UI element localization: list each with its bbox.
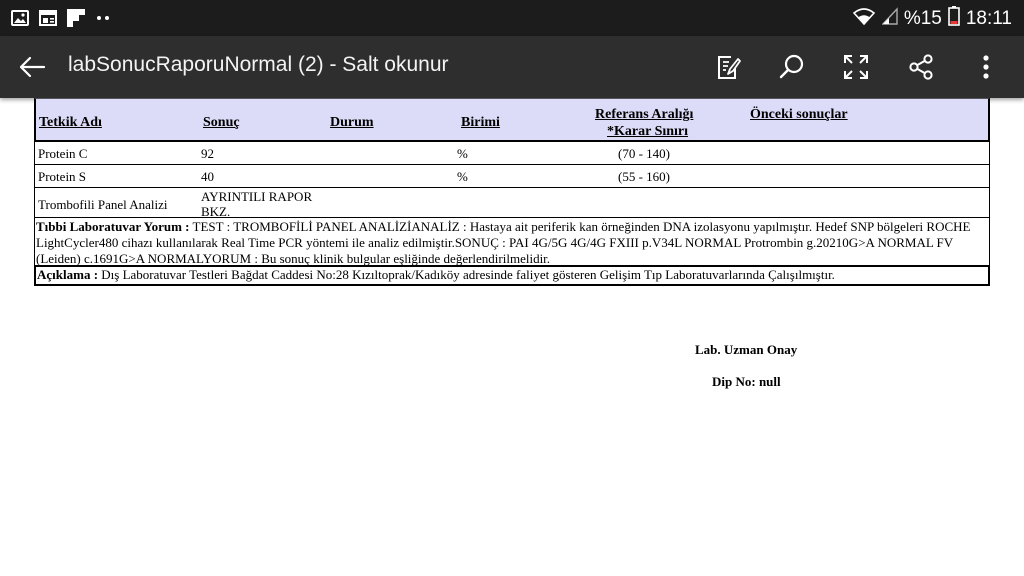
search-icon xyxy=(778,53,806,81)
header-referans: Referans Aralığı xyxy=(595,107,694,122)
lab-comment-text: TEST : TROMBOFİLİ PANEL ANALİZİANALİZ : Hastaya ait periferik kan örneğinden DNA izolasyonu yapılmıştır. Hedef SNP bölgeleri ROCHE LightCycler480 cihazı kullanılarak Real Time PCR yöntemi ile analiz edilmiştir.SONUÇ : PAI 4G/5G 4G/4G FXIII p.V34L NORMAL Protrombin g.20210G>A NORMAL FV (Leiden) c.1691G>A NORMALYORUM : Bu sonuç klinik bulgular eşliğinde değerlendirilmelidir. xyxy=(36,219,971,266)
table-row xyxy=(34,188,990,218)
explanation-text: Dış Laboratuvar Testleri Bağdat Caddesi No:28 Kızıltoprak/Kadıköy adresinde faliyet gösteren Gelişim Tıp Laboratuvarlarında Çalışılmıştır. xyxy=(101,267,835,282)
battery-percent: %15 xyxy=(903,8,942,29)
back-button[interactable] xyxy=(14,49,50,85)
cell-birimi: % xyxy=(457,146,468,161)
lab-comment xyxy=(34,218,990,266)
edit-button[interactable] xyxy=(710,49,746,85)
fullscreen-button[interactable] xyxy=(838,49,874,85)
table-header xyxy=(34,98,990,142)
cell-sonuc-line2: BKZ. xyxy=(201,204,231,219)
fullscreen-icon xyxy=(842,53,870,81)
cell-sonuc: 92 xyxy=(201,146,214,161)
flipboard-icon xyxy=(66,8,86,28)
news-icon xyxy=(38,8,58,28)
notification-icons xyxy=(10,8,114,28)
cell-sonuc-line1: AYRINTILI RAPOR xyxy=(201,189,313,204)
explanation-label: Açıklama : xyxy=(37,267,99,282)
header-sonuc: Sonuç xyxy=(203,115,240,130)
table-row xyxy=(34,165,990,188)
header-karar-siniri: *Karar Sınırı xyxy=(607,124,689,139)
search-button[interactable] xyxy=(774,49,810,85)
approval-label: Lab. Uzman Onay xyxy=(695,342,798,357)
cell-referans: (70 - 140) xyxy=(618,146,670,161)
system-indicators xyxy=(852,6,1012,32)
cell-birimi: % xyxy=(457,169,468,184)
cell-tetkik: Trombofili Panel Analizi xyxy=(38,197,168,212)
lab-comment-label: Tıbbi Laboratuvar Yorum : xyxy=(36,219,190,234)
cell-tetkik: Protein S xyxy=(38,169,87,184)
table-row xyxy=(34,142,990,165)
document-title: labSonucRaporuNormal (2) - Salt okunur xyxy=(68,53,449,76)
signal-icon xyxy=(882,7,898,31)
explanation xyxy=(34,266,990,286)
share-button[interactable] xyxy=(903,49,939,85)
app-toolbar xyxy=(0,36,1024,98)
header-tetkik: Tetkik Adı xyxy=(39,115,102,130)
more-options-icon xyxy=(982,54,990,80)
cell-referans: (55 - 160) xyxy=(618,169,670,184)
edit-icon xyxy=(714,53,742,81)
cell-tetkik: Protein C xyxy=(38,146,88,161)
clock: 18:11 xyxy=(965,8,1012,29)
gallery-icon xyxy=(10,8,30,28)
header-birimi: Birimi xyxy=(461,115,500,130)
battery-icon xyxy=(948,6,960,32)
header-durum: Durum xyxy=(330,115,374,130)
status-bar xyxy=(0,0,1024,36)
diploma-number: Dip No: null xyxy=(712,374,781,389)
lab-report xyxy=(34,98,990,286)
more-notifications-icon xyxy=(94,8,114,28)
cell-sonuc: 40 xyxy=(201,169,214,184)
back-arrow-icon xyxy=(18,55,46,79)
share-icon xyxy=(907,53,935,81)
header-onceki: Önceki sonuçlar xyxy=(750,107,848,122)
wifi-icon xyxy=(852,6,876,32)
more-options-button[interactable] xyxy=(968,49,1004,85)
